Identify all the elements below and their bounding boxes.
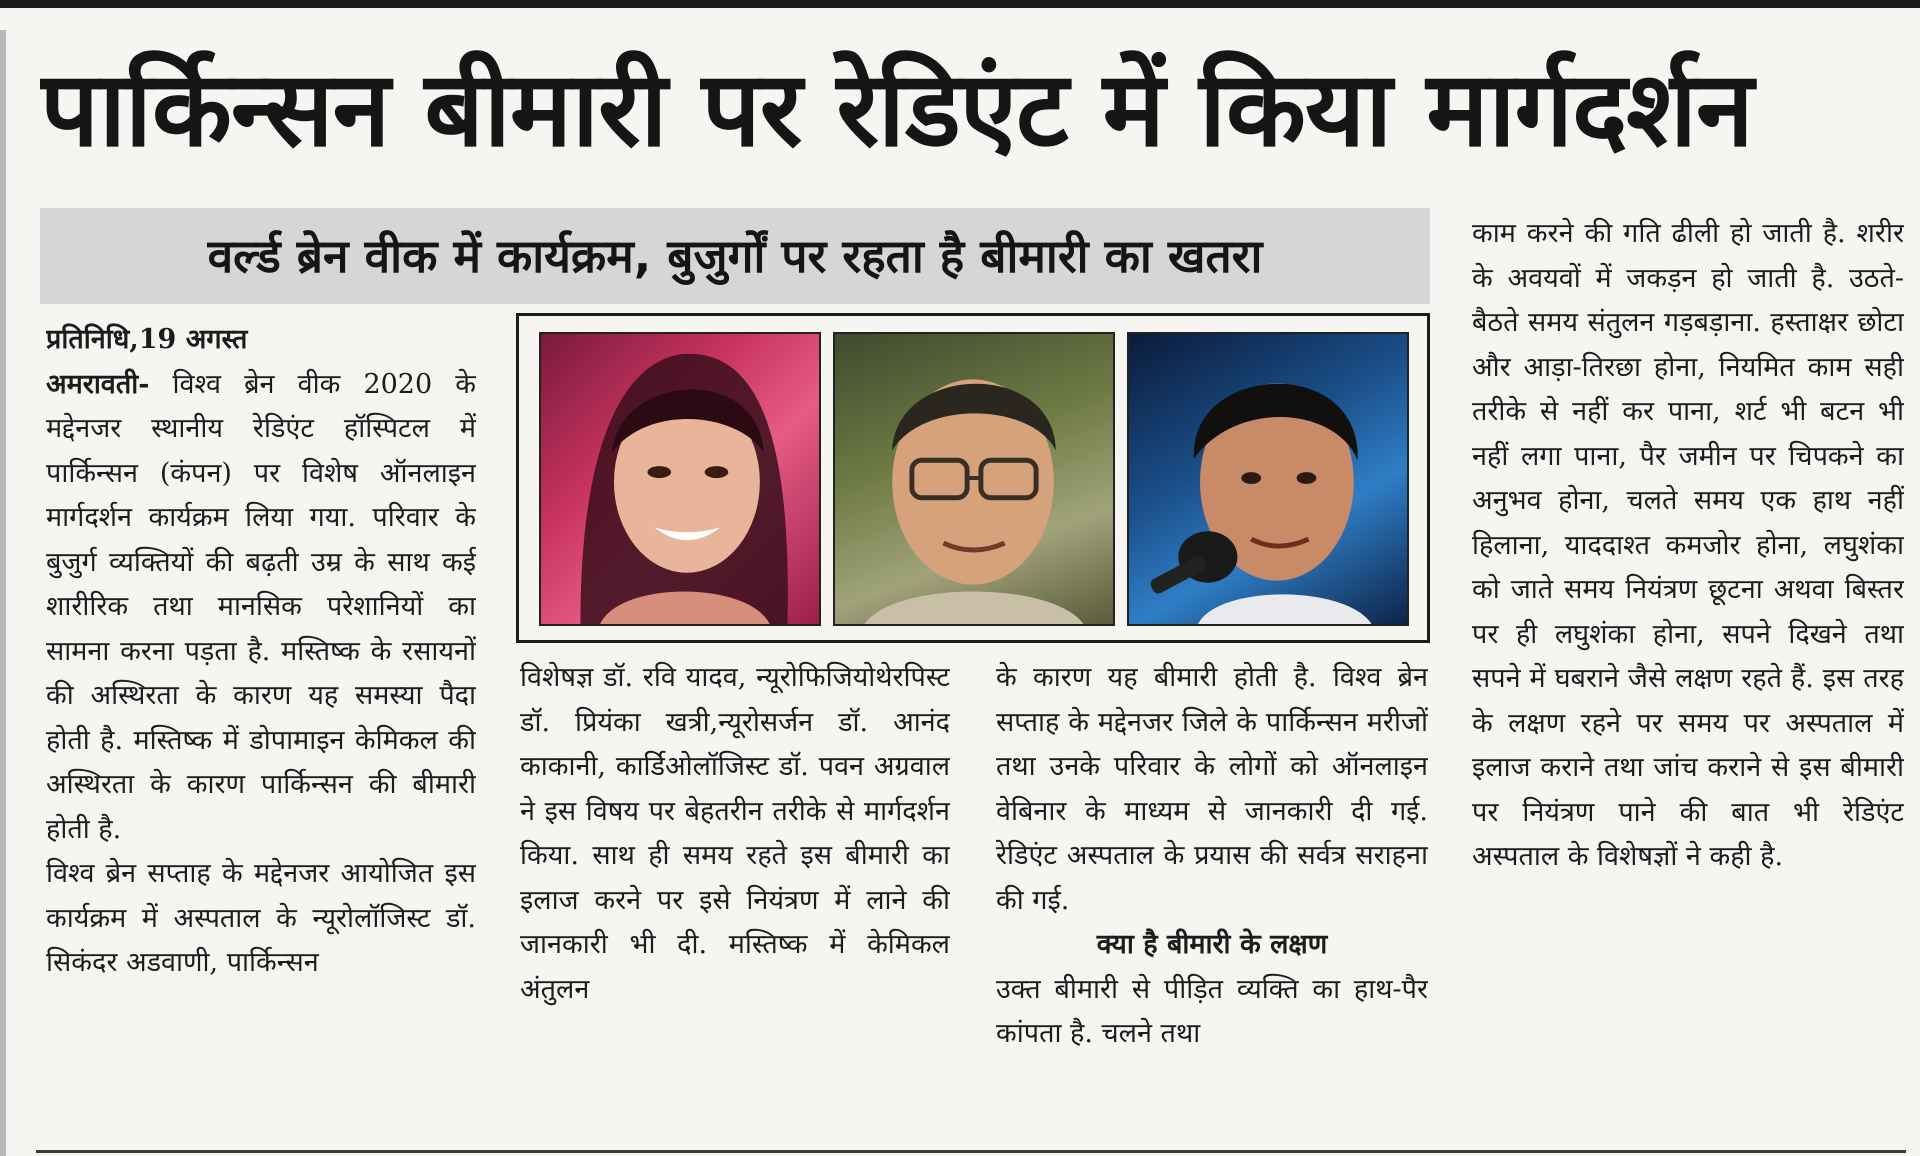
article-column-4 (1472, 212, 1904, 1148)
paragraph: विश्व ब्रेन सप्ताह के मद्देनजर आयोजित इस कार्यक्रम में अस्पताल के न्यूरोलॉजिस्ट डॉ. सिकंदर अडवाणी, पार्किन्सन (46, 858, 476, 978)
paragraph: काम करने की गति ढीली हो जाती है. शरीर के अवयवों में जकड़न हो जाती है. उठते-बैठते समय संतुलन गड़बड़ाना. हस्ताक्षर छोटा और आड़ा-तिरछा होना, नियमित काम सही तरीके से नहीं कर पाना, शर्ट भी बटन भी नहीं लगा पाना, पैर जमीन पर चिपकने का अनुभव होना, चलते समय एक हाथ नहीं हिलाना, याददाश्त कमजोर होना, लघुशंका को जाते समय नियंत्रण छूटना अथवा बिस्तर पर ही लघुशंका होना, सपने दिखने तथा सपने में घबराने जैसे लक्षण रहते हैं. इस तरह के लक्षण रहने पर समय पर अस्पताल में इलाज कराने तथा जांच कराने से इस बीमारी पर नियंत्रण पाने की बात भी रेडिएंट अस्पताल के विशेषज्ञों ने कही है. (1472, 218, 1904, 872)
dateline: प्रतिनिधि,19 अगस्त (46, 324, 248, 355)
man-portrait-glasses-icon (833, 332, 1115, 626)
bottom-border (36, 1150, 1906, 1153)
section-heading: क्या है बीमारी के लक्षण (1096, 929, 1328, 960)
paragraph: विशेषज्ञ डॉ. रवि यादव, न्यूरोफिजियोथेरपिस्ट डॉ. प्रियंका खत्री,न्यूरोसर्जन डॉ. आनंद काकानी, कार्डिओलॉजिस्ट डॉ. पवन अग्रवाल ने इस विषय पर बेहतरीन तरीके से मार्गदर्शन किया. साथ ही समय रहते इस बीमारी का इलाज करने पर इसे नियंत्रण में लाने की जानकारी भी दी. मस्तिष्क में केमिकल अंतुलन (520, 662, 950, 1005)
paragraph: उक्त बीमारी से पीड़ित व्यक्ति का हाथ-पैर कांपता है. चलने तथा (996, 973, 1428, 1049)
headline: पार्किन्सन बीमारी पर रेडिएंट में किया मार्गदर्शन (40, 48, 1753, 170)
lead-paragraph (46, 363, 476, 853)
lead-text: विश्व ब्रेन वीक 2020 के मद्देनजर स्थानीय रेडिएंट हॉस्पिटल में पार्किन्सन (कंपन) पर विशेष ऑनलाइन मार्गदर्शन कार्यक्रम लिया गया. परिवार के बुजुर्ग व्यक्तियों की बढ़ती उम्र के साथ कई शारीरिक तथा मानसिक परेशानियों का सामना करना पड़ता है. मस्तिष्क के रसायनों की अस्थिरता के कारण यह समस्या पैदा होती है. मस्तिष्क में डोपामाइन केमिकल की अस्थिरता के कारण पार्किन्सन की बीमारी होती है. (46, 368, 476, 845)
article-column-2 (520, 656, 950, 1146)
article-column-3 (996, 656, 1428, 1146)
man-portrait-microphone-icon (1127, 332, 1409, 626)
paragraph: के कारण यह बीमारी होती है. विश्व ब्रेन सप्ताह के मद्देनजर जिले के पार्किन्सन मरीजों तथा उनके परिवार के लोगों को ऑनलाइन वेबिनार के माध्यम से जानकारी दी गई. रेडिएंट अस्पताल के प्रयास की सर्वत्र सराहना की गई. (996, 662, 1428, 916)
place-name: अमरावती- (46, 368, 150, 400)
article-column-1 (46, 318, 476, 1148)
top-border (0, 0, 1920, 8)
photo-strip (516, 313, 1430, 643)
page-edge (0, 30, 6, 1156)
subheadline: वर्ल्ड ब्रेन वीक में कार्यक्रम, बुजुर्गों पर रहता है बीमारी का खतरा (207, 229, 1263, 283)
woman-portrait-icon (539, 332, 821, 626)
